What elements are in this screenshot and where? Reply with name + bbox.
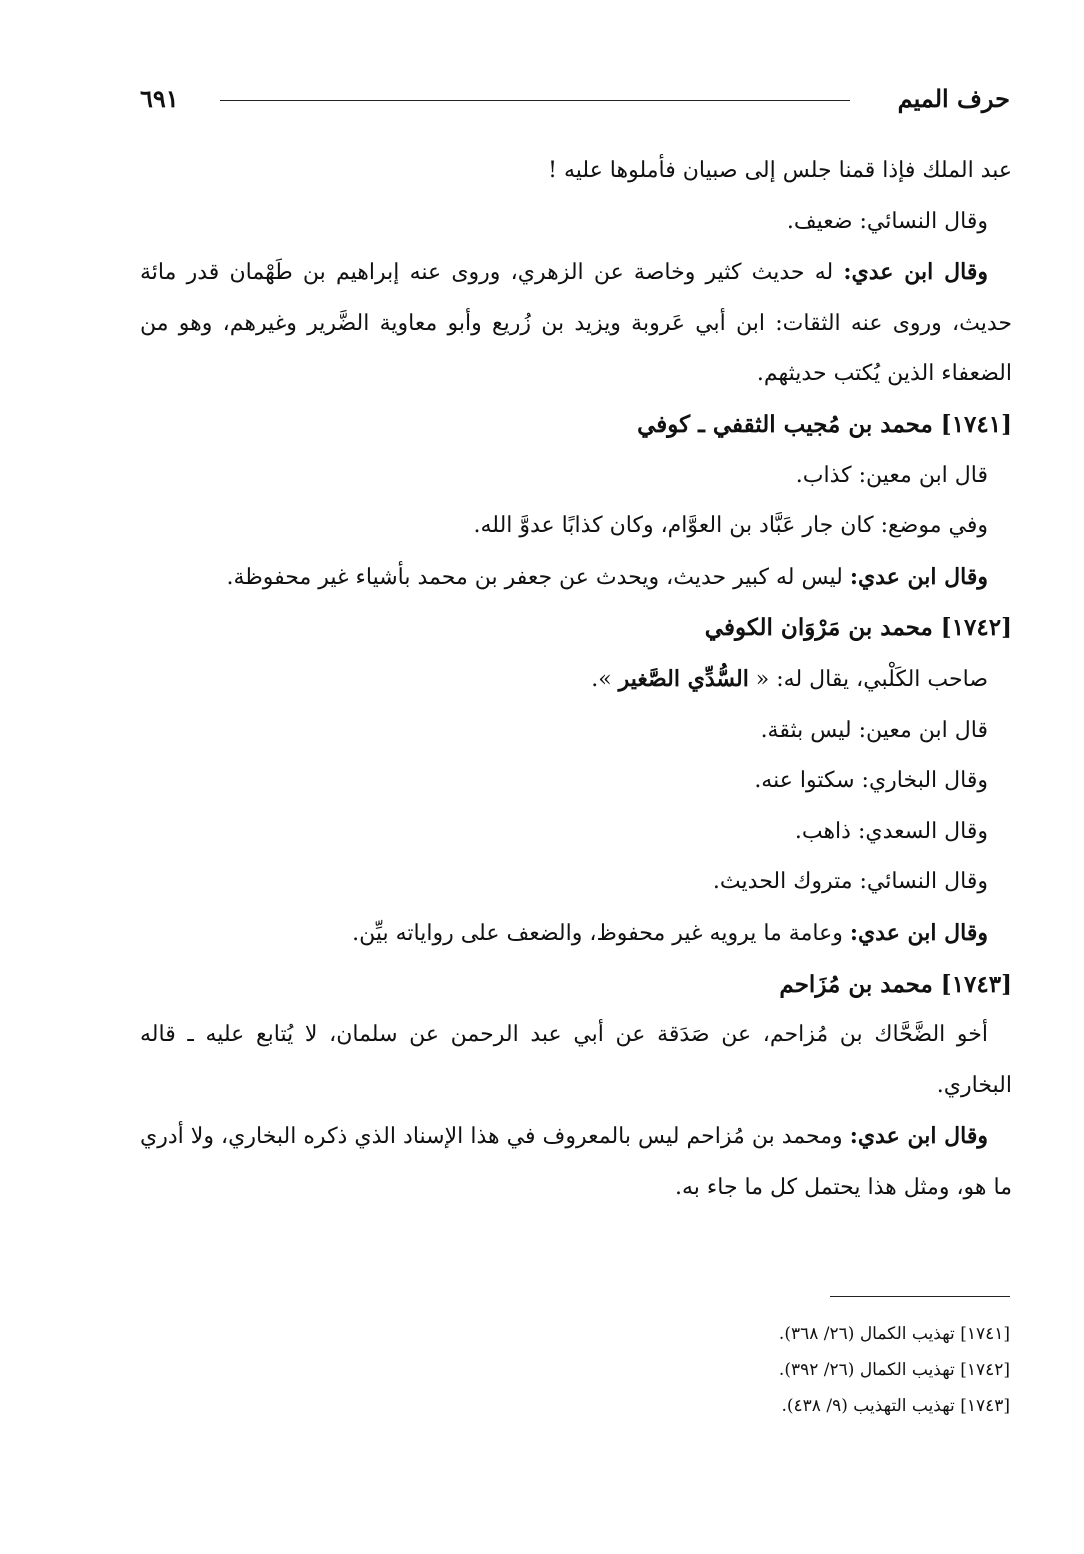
paragraph-text: له حديث كثير وخاصة عن الزهري، وروى عنه إبراهيم بن طَهْمان قدر مائة حديث، وروى عنه الثقات: ابن أبي عَروبة ويزيد بن زُريع وأبو معاوية الضَّرير وغيرهم، وهو من الضعفاء الذين يُكتب حديثهم. [140,260,1012,387]
footnote: [١٧٤٣] تهذيب التهذيب (٩/ ٤٣٨). [781,1396,1010,1416]
paragraph-text: وعامة ما يرويه غير محفوظ، والضعف على رواياته بيِّن. [352,920,850,946]
paragraph: أخو الضَّحَّاك بن مُزاحم، عن صَدَقة عن أبي عبد الرحمن عن سلمان، لا يُتابع عليه ـ قاله البخاري. [140,1022,1012,1098]
entry-heading-1741: [١٧٤١] محمد بن مُجيب الثقفي ـ كوفي [637,410,1012,438]
paragraph [140,552,1012,604]
paragraph: وقال النسائي: متروك الحديث. [712,869,988,895]
footnote: [١٧٤٢] تهذيب الكمال (٢٦/ ٣٩٢). [778,1360,1010,1380]
entry-heading-1742: [١٧٤٢] محمد بن مَرْوَان الكوفي [704,614,1012,642]
paragraph: قال ابن معين: كذاب. [795,462,988,488]
page-number: ٦٩١ [140,84,179,113]
speaker-label: وقال ابن عدي: [849,563,988,590]
paragraph-text: ومحمد بن مُزاحم ليس بالمعروف في هذا الإسناد الذي ذكره البخاري، ولا أدري ما هو، ومثل هذا يحتمل كل ما جاء به. [140,1124,1012,1200]
paragraph-text: صاحب الكَلْبي، يقال له: « [748,666,988,692]
paragraph: قال ابن معين: ليس بثقة. [760,717,988,743]
paragraph [140,1111,1012,1213]
paragraph: وقال النسائي: ضعيف. [786,208,988,234]
paragraph-text: ليس له كبير حديث، ويحدث عن جعفر بن محمد بأشياء غير محفوظة. [226,564,850,590]
paragraph: وقال السعدي: ذاهب. [794,818,988,844]
paragraph: وقال البخاري: سكتوا عنه. [754,768,988,794]
footnote-rule [830,1296,1010,1297]
footnotes [510,1316,1010,1424]
entry-heading-1743: [١٧٤٣] محمد بن مُزَاحم [779,970,1012,998]
paragraph: وفي موضع: كان جار عَبَّاد بن العوَّام، وكان كذابًا عدوَّ الله. [473,513,988,539]
paragraph: عبد الملك فإذا قمنا جلس إلى صبيان فأملوها عليه ! [548,158,1012,183]
footnote: [١٧٤١] تهذيب الكمال (٢٦/ ٣٦٨). [778,1324,1010,1344]
paragraph [140,247,1012,400]
page-header [140,84,1010,116]
nickname: السُّدِّي الصَّغير [618,665,749,692]
main-text [140,146,1012,1213]
speaker-label: وقال ابن عدي: [843,259,988,286]
speaker-label: وقال ابن عدي: [849,1123,988,1150]
paragraph [140,908,1012,960]
running-head: حرف الميم [897,84,1010,113]
paragraph [140,654,1012,706]
speaker-label: وقال ابن عدي: [849,919,988,946]
header-rule [220,100,850,101]
paragraph-text: ». [591,666,619,692]
